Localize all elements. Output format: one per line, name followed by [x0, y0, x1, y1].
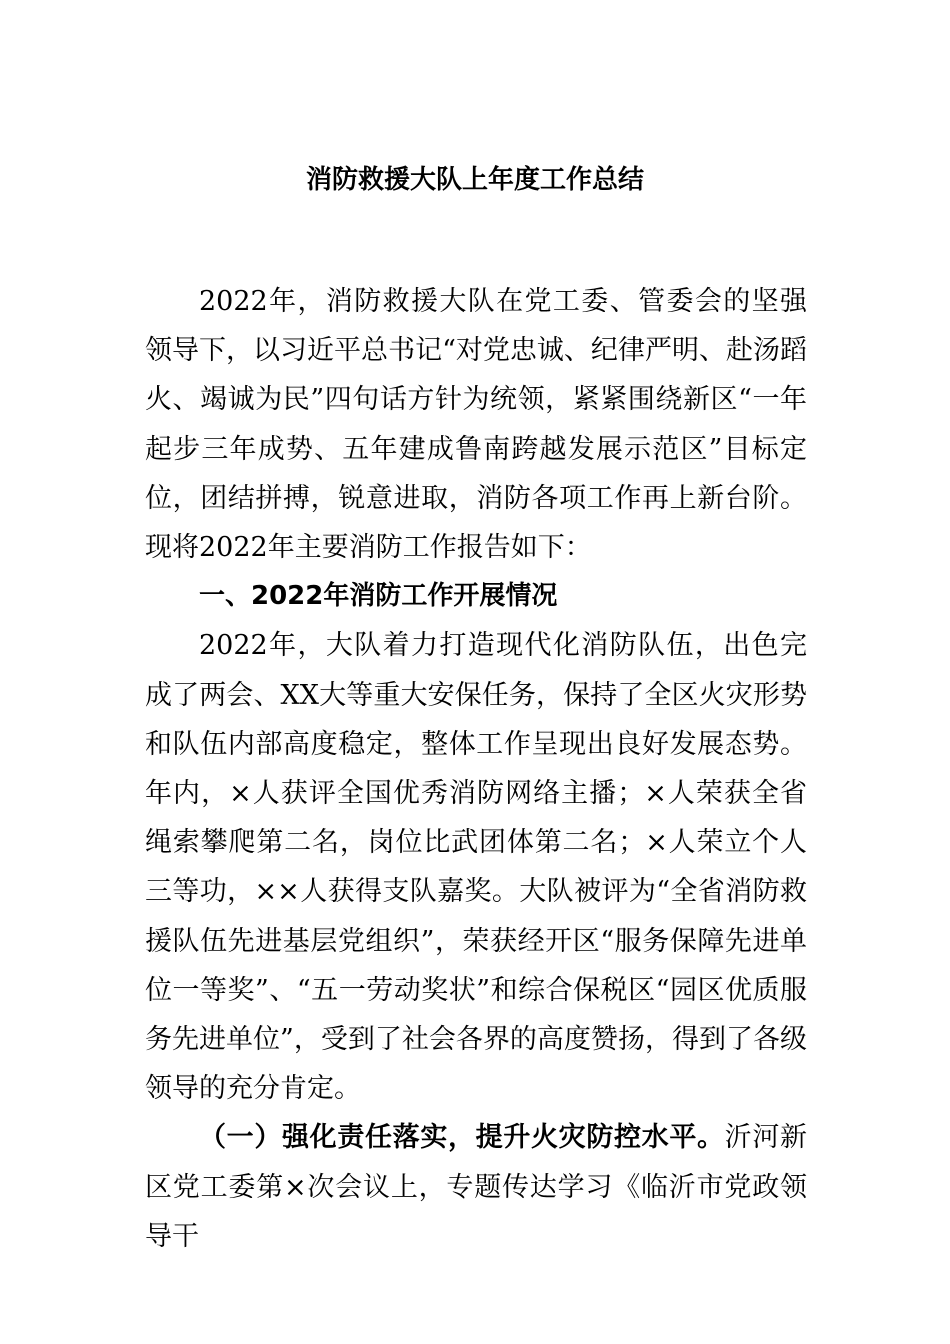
intro-paragraph: 2022年，消防救援大队在党工委、管委会的坚强领导下，以习近平总书记“对党忠诚、纪律严明、赴汤蹈火、竭诚为民”四句话方针为统领，紧紧围绕新区“一年起步三年成势、五年建成鲁南跨越发展示范区”目标定位，团结拼搏，锐意进取，消防各项工作再上新台阶。现将2022年主要消防工作报告如下：: [145, 286, 807, 564]
section-heading: 一、2022年消防工作开展情况: [199, 581, 558, 612]
document-title: 消防救援大队上年度工作总结: [305, 165, 644, 195]
subsection-paragraph: [145, 1113, 807, 1261]
subsection-text: 沂河新区党工委第×次会议上，专题传达学习《临沂市党政领导干: [145, 1122, 808, 1252]
subsection-lead: （一）强化责任落实，提升火灾防控水平。: [199, 1122, 725, 1154]
document-body: [145, 277, 807, 1261]
section-paragraph: 2022年，大队着力打造现代化消防队伍，出色完成了两会、XX大等重大安保任务，保持了全区火灾形势和队伍内部高度稳定，整体工作呈现出良好发展态势。年内，×人获评全国优秀消防网络主播；×人荣获全省绳索攀爬第二名，岗位比武团体第二名；×人荣立个人三等功，××人获得支队嘉奖。大队被评为“全省消防救援队伍先进基层党组织”，荣获经开区“服务保障先进单位一等奖”、“五一劳动奖状”和综合保税区“园区优质服务先进单位”，受到了社会各界的高度赞扬，得到了各级领导的充分肯定。: [145, 630, 807, 1105]
